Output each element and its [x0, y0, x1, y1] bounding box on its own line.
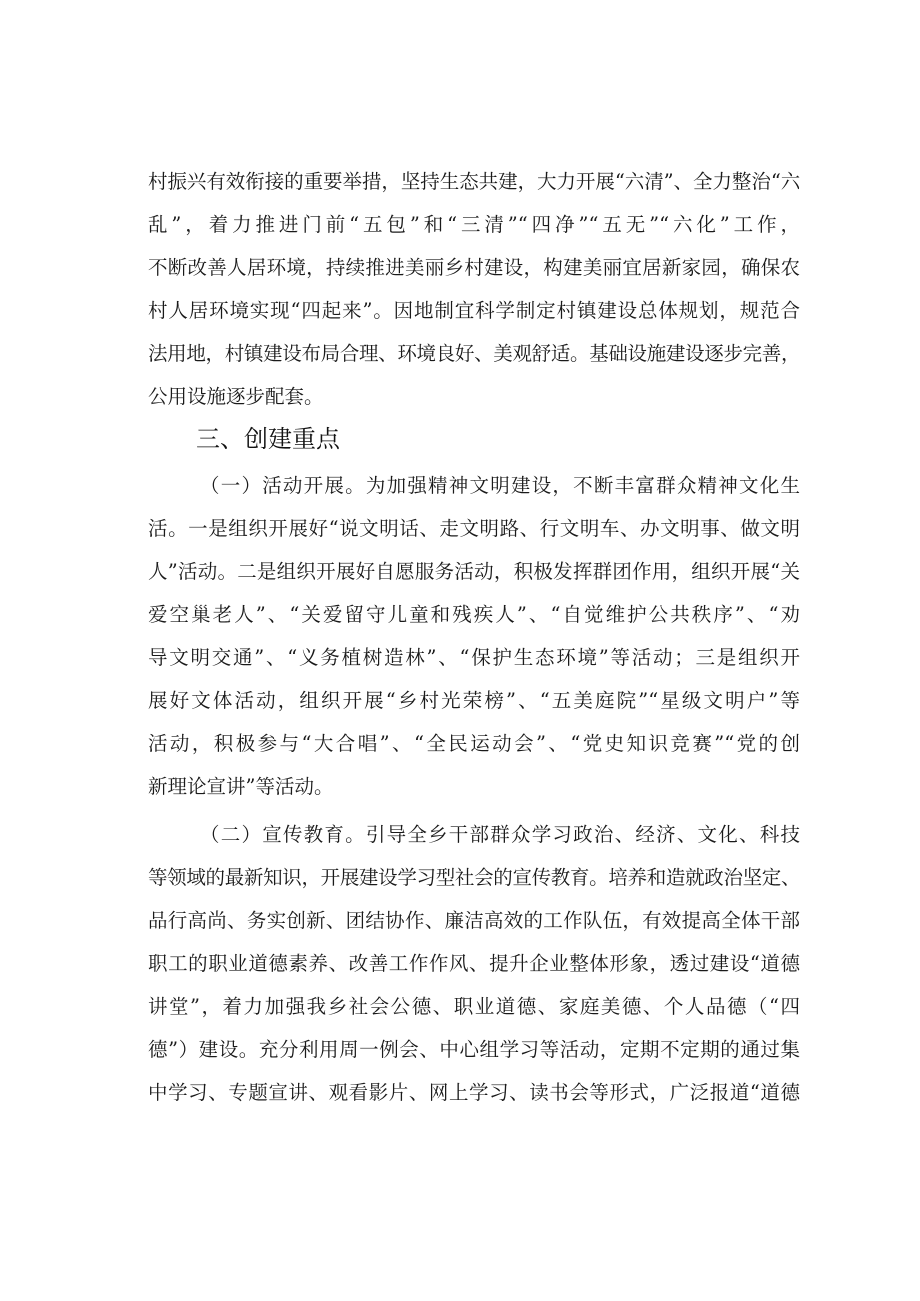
paragraph-line: 等领域的最新知识，开展建设学习型社会的宣传教育。培养和造就政治坚定、 [148, 866, 800, 889]
paragraph-line: 新理论宣讲”等活动。 [148, 775, 334, 798]
paragraph-line: （一）活动开展。为加强精神文明建设，不断丰富群众精神文化生 [200, 474, 800, 497]
paragraph-line: 德”）建设。充分利用周一例会、中心组学习等活动，定期不定期的通过集 [148, 1038, 800, 1061]
paragraph-line: 人”活动。二是组织开展好自愿服务活动，积极发挥群团作用，组织开展“关 [148, 560, 800, 583]
paragraph-line: 职工的职业道德素养、改善工作作风、提升企业整体形象，透过建设“道德 [148, 952, 800, 975]
paragraph-line: 乱”，着力推进门前“五包”和“三清”“四净”“五无”“六化”工作， [148, 213, 800, 236]
paragraph-line: 公用设施逐步配套。 [148, 385, 324, 408]
paragraph-line: 活动，积极参与“大合唱”、“全民运动会”、“党史知识竞赛”“党的创 [148, 732, 800, 755]
paragraph-line: 爱空巢老人”、“关爱留守儿童和残疾人”、“自觉维护公共秩序”、“劝 [148, 603, 800, 626]
paragraph-line: 中学习、专题宣讲、观看影片、网上学习、读书会等形式，广泛报道“道德 [148, 1081, 800, 1104]
paragraph-line: 活。一是组织开展好“说文明话、走文明路、行文明车、办文明事、做文明 [148, 517, 800, 540]
paragraph-line: 展好文体活动，组织开展“乡村光荣榜”、“五美庭院”“星级文明户”等 [148, 689, 800, 712]
paragraph-line: 讲堂”，着力加强我乡社会公德、职业道德、家庭美德、个人品德（“四 [148, 995, 800, 1018]
paragraph-line: 法用地，村镇建设布局合理、环境良好、美观舒适。基础设施建设逐步完善， [148, 342, 800, 365]
paragraph-line: 导文明交通”、“义务植树造林”、“保护生态环境”等活动；三是组织开 [148, 646, 800, 669]
paragraph-line: （二）宣传教育。引导全乡干部群众学习政治、经济、文化、科技 [200, 823, 800, 846]
paragraph-line: 品行高尚、务实创新、团结协作、廉洁高效的工作队伍，有效提高全体干部 [148, 909, 800, 932]
paragraph-line: 不断改善人居环境，持续推进美丽乡村建设，构建美丽宜居新家园，确保农 [148, 256, 800, 279]
section-heading: 三、创建重点 [196, 425, 340, 453]
paragraph-line: 村振兴有效衔接的重要举措，坚持生态共建，大力开展“六清”、全力整治“六 [148, 170, 800, 193]
paragraph-line: 村人居环境实现“四起来”。因地制宜科学制定村镇建设总体规划，规范合 [148, 299, 800, 322]
